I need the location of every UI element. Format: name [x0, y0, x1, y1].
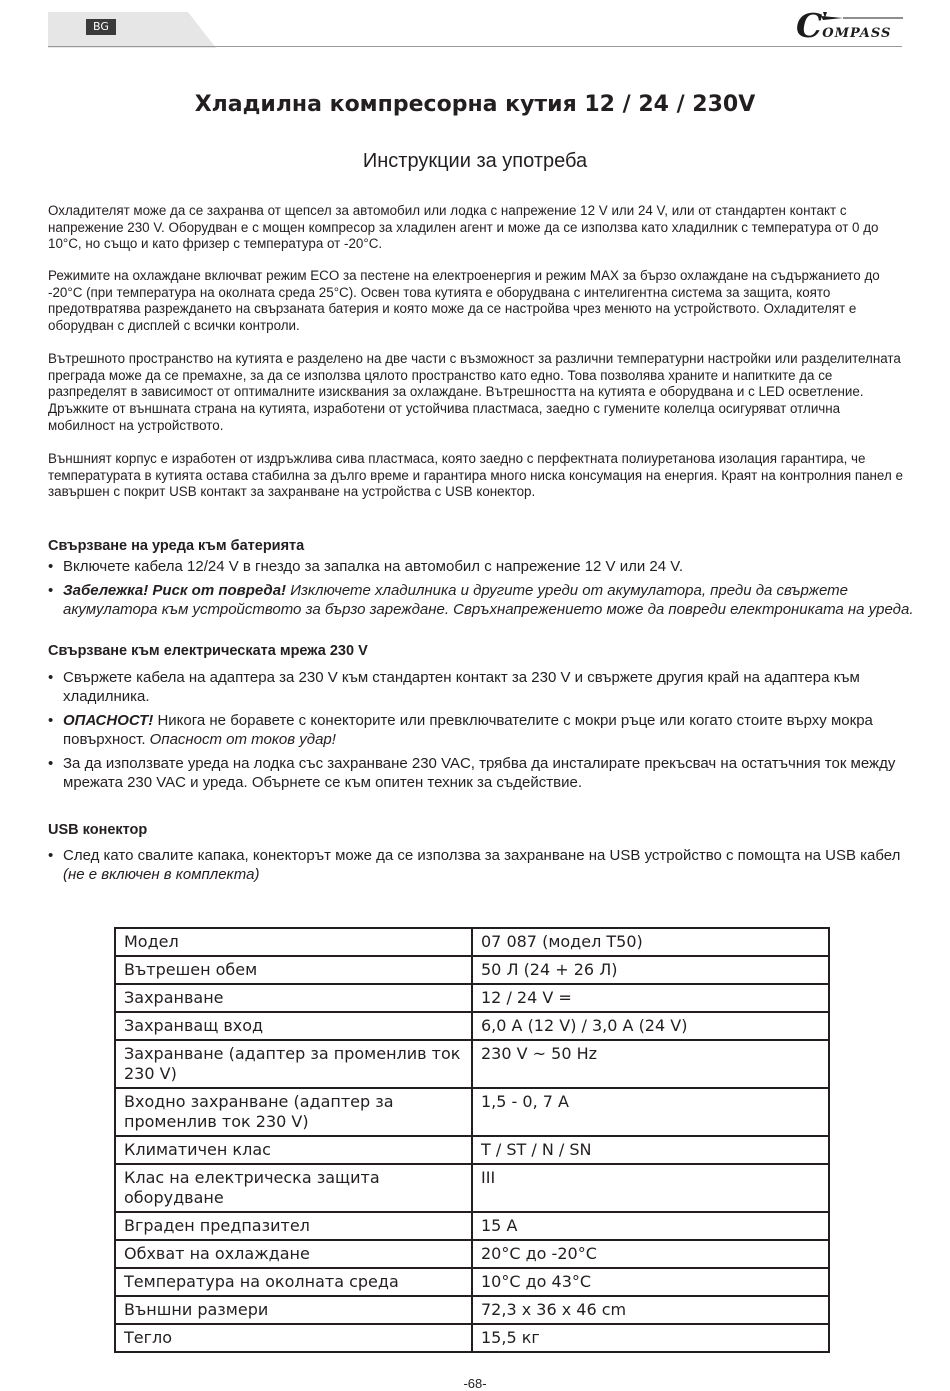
table-row [115, 984, 829, 1012]
table-row [115, 1268, 829, 1296]
spec-value: 15 A [472, 1212, 829, 1240]
spec-value: 50 Л (24 + 26 Л) [472, 956, 829, 984]
bullet-marker: • [48, 847, 54, 864]
bullet-text: За да използвате уреда на лодка със захранване 230 VAC, трябва да инсталирате прекъсвач на остатъчния ток между мрежата 230 VAC и уреда. Обърнете се към опитен техник за съдействие. [63, 755, 896, 791]
page-number: -68- [463, 1376, 487, 1391]
language-badge: BG [86, 19, 116, 35]
spec-value: III [472, 1164, 829, 1212]
bullet-text: Никога не боравете с конекторите или превключвателите с мокри ръце или когато стоите върху мокра повърхност. [63, 712, 873, 748]
danger-label: ОПАСНОСТ! [63, 712, 154, 729]
spec-label: Обхват на охлаждане [115, 1240, 472, 1268]
spec-label: Температура на околната среда [115, 1268, 472, 1296]
table-row [115, 1012, 829, 1040]
table-row [115, 1296, 829, 1324]
table-row [115, 928, 829, 956]
bullet-text-italic: Опасност от токов удар! [149, 731, 336, 748]
bullet-text: След като свалите капака, конекторът може да се използва за захранване на USB устройство с помощта на USB кабел [63, 847, 901, 864]
spec-value: 1,5 - 0, 7 A [472, 1088, 829, 1136]
bullet-marker: • [48, 582, 54, 599]
list-item [48, 711, 921, 749]
spec-value: 10°C до 43°C [472, 1268, 829, 1296]
spec-label: Външни размери [115, 1296, 472, 1324]
bullet-marker: • [48, 755, 54, 772]
compass-logo [796, 6, 891, 45]
spec-value: 15,5 кг [472, 1324, 829, 1352]
intro-paragraph: Режимите на охлаждане включват режим ECO за пестене на електроенергия и режим MAX за бързо охлаждане на съдържанието до -20°C (при температура на околната среда 25°C). Освен това кутията е оборудвана с интелигентна система за защита, която предотвратява разреждането на свързаната батерия и която може да се настройва чрез менюто на устройството. Охладителят е оборудван с дисплей с всички контроли. [48, 268, 880, 334]
intro-paragraph: Външният корпус е изработен от издръжлива сива пластмаса, която заедно с перфектната полиуретанова изолация гарантира, че температурата в кутията остава стабилна за дълго време и гарантира много ниска консумация на енергия. Краят на контролния панел е завършен с покрит USB контакт за захранване на устройства с USB конектор. [48, 451, 903, 500]
spec-value: 230 V ~ 50 Hz [472, 1040, 829, 1088]
table-row [115, 1136, 829, 1164]
page-title: Хладилна компресорна кутия 12 / 24 / 230V [194, 92, 756, 117]
logo-letter: C [796, 6, 823, 45]
bullet-text: Включете кабела 12/24 V в гнездо за запалка на автомобил с напрежение 12 V или 24 V. [63, 558, 684, 575]
intro-paragraph: Вътрешното пространство на кутията е разделено на две части с възможност за различни температурни настройки или разделителната преграда може да се премахне, за да се използва цялото пространство като едно. Това позволява храните и напитките да се разпределят в зависимост от оптималните изисквания за охлаждане. Вътрешността на кутията е оборудвана и с LED осветление. Дръжките от външната страна на кутията, изработени от устойчива пластмаса, заедно с гумените колелца осигуряват отлична мобилност на устройството. [48, 351, 901, 433]
section-heading-usb: USB конектор [48, 822, 148, 838]
specifications-table [114, 927, 830, 1353]
list-item [48, 668, 921, 706]
section-heading-battery: Свързване на уреда към батерията [48, 538, 305, 554]
spec-value: 20°C до -20°C [472, 1240, 829, 1268]
table-row [115, 956, 829, 984]
table-row [115, 1088, 829, 1136]
spec-value: 72,3 x 36 x 46 cm [472, 1296, 829, 1324]
header-divider [48, 46, 902, 47]
spec-label: Захранващ вход [115, 1012, 472, 1040]
bullet-text: Изключете хладилника и другите уреди от акумулатора, преди да свържете акумулатора към устройството за бързо зареждане. Свръхнапрежението може да повреди електрониката на уреда. [63, 582, 914, 618]
list-item [48, 846, 921, 884]
section-heading-mains: Свързване към електрическата мрежа 230 V [48, 643, 368, 659]
spec-label: Захранване (адаптер за променлив ток 230 V) [115, 1040, 472, 1088]
spec-label: Захранване [115, 984, 472, 1012]
spec-label: Клас на електрическа защита оборудване [115, 1164, 472, 1212]
table-row [115, 1164, 829, 1212]
spec-value: 6,0 A (12 V) / 3,0 A (24 V) [472, 1012, 829, 1040]
table-row [115, 1212, 829, 1240]
spec-label: Модел [115, 928, 472, 956]
bullet-marker: • [48, 669, 54, 686]
intro-paragraph: Охладителят може да се захранва от щепсел за автомобил или лодка с напрежение 12 V или 24 V, или от стандартен контакт с напрежение 230 V. Оборудван е с мощен компресор за хладилен агент и може да се използва като хладилник с температура от 0 до 10°C, но също и като фризер с температура от -20°C. [48, 203, 879, 252]
warning-label: Забележка! Риск от повреда! [63, 582, 287, 599]
table-row [115, 1240, 829, 1268]
spec-value: T / ST / N / SN [472, 1136, 829, 1164]
spec-label: Вътрешен обем [115, 956, 472, 984]
spec-value: 07 087 (модел T50) [472, 928, 829, 956]
bullet-text-italic: (не е включен в комплекта) [63, 866, 260, 883]
page-subtitle: Инструкции за употреба [362, 150, 588, 172]
logo-word: OMPASS [822, 26, 892, 41]
table-row [115, 1324, 829, 1352]
header-tab [48, 12, 216, 48]
list-item [48, 581, 921, 619]
bullet-text: Свържете кабела на адаптера за 230 V към стандартен контакт за 230 V и свържете другия край на адаптера към хладилника. [63, 669, 860, 705]
list-item [48, 557, 921, 576]
spec-label: Входно захранване (адаптер за променлив ток 230 V) [115, 1088, 472, 1136]
spec-label: Вграден предпазител [115, 1212, 472, 1240]
spec-label: Климатичен клас [115, 1136, 472, 1164]
bullet-marker: • [48, 712, 54, 729]
bullet-marker: • [48, 558, 54, 575]
list-item [48, 754, 921, 792]
spec-label: Тегло [115, 1324, 472, 1352]
table-row [115, 1040, 829, 1088]
spec-value: 12 / 24 V = [472, 984, 829, 1012]
